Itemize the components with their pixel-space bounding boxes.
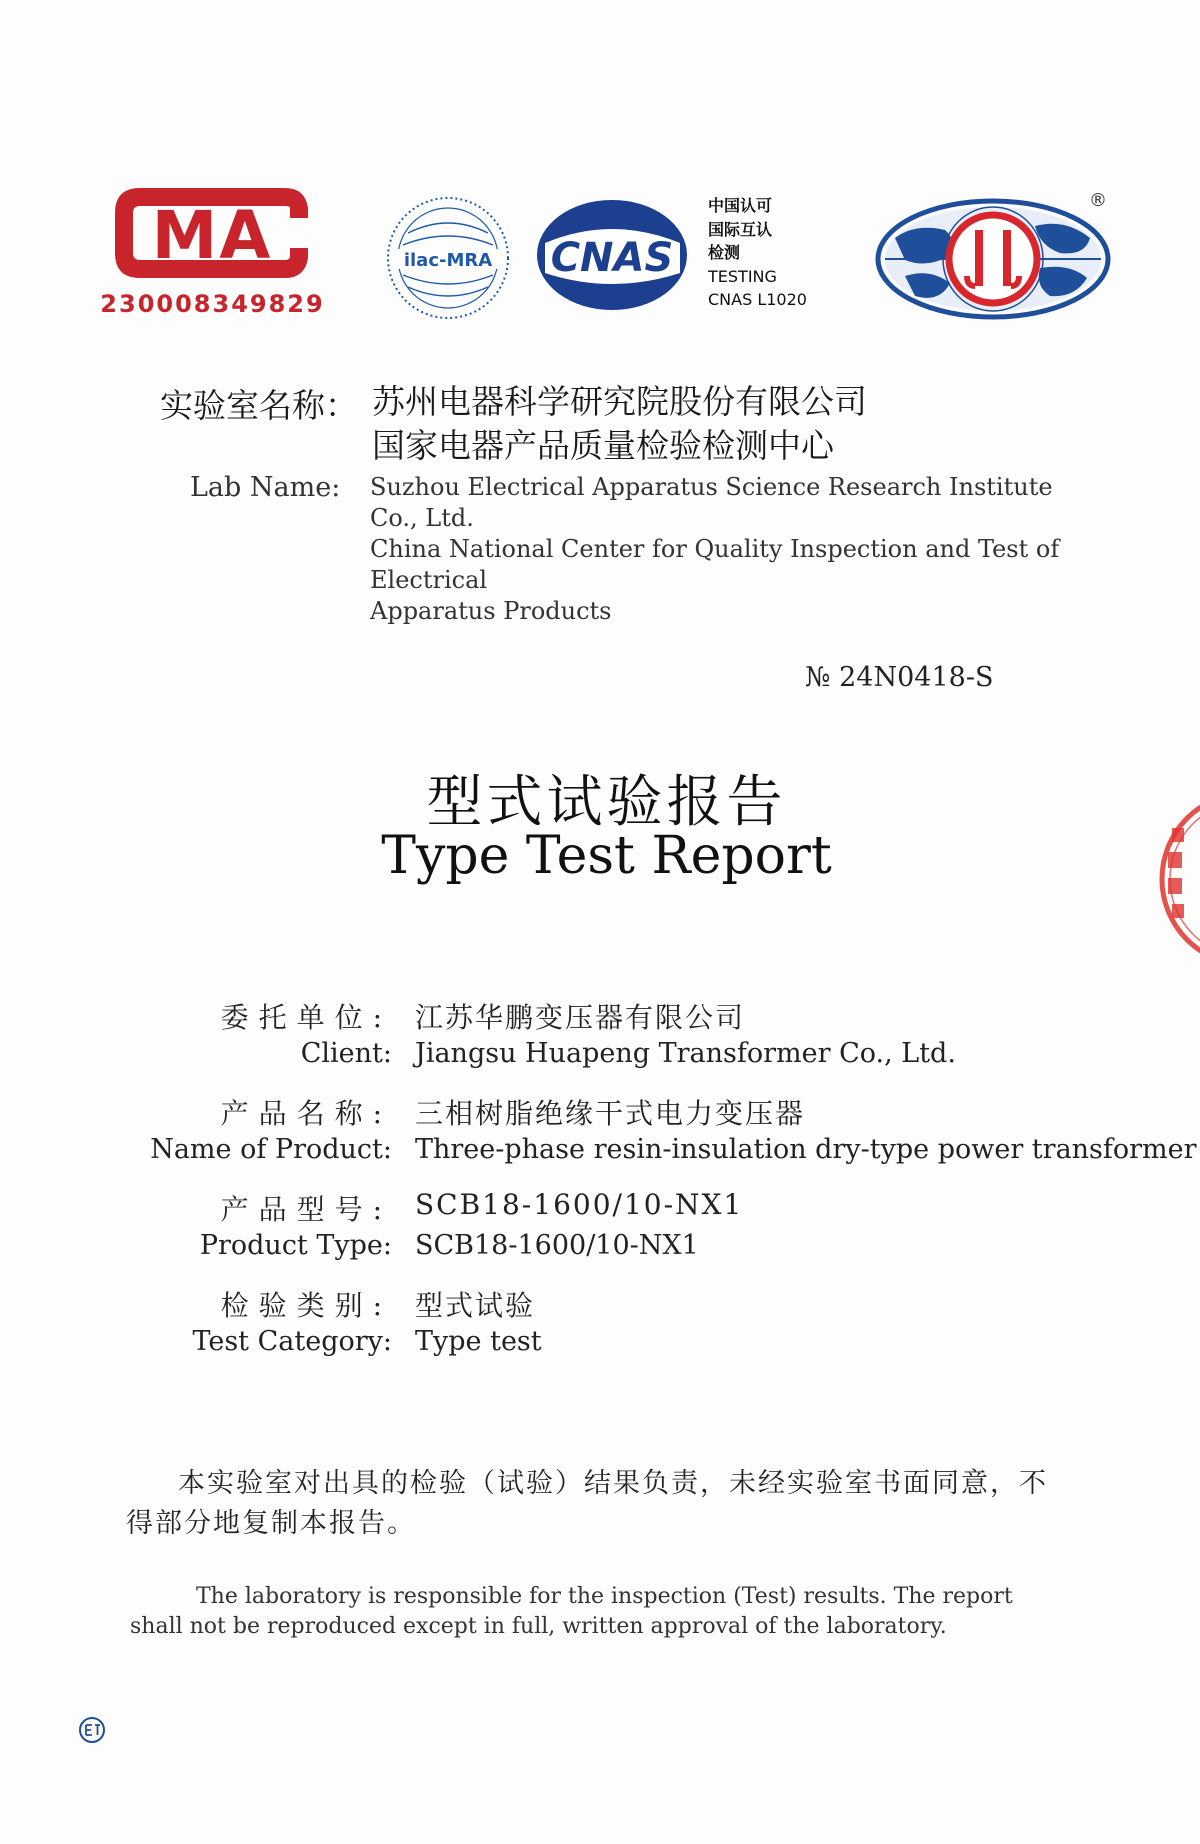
cnas-label: CNAS <box>550 235 674 281</box>
lab-name-en-line-2: China National Center for Quality Inspection and Test of Electrical <box>370 535 1060 594</box>
product-name-value-en: Three-phase resin-insulation dry-type power transformer <box>415 1134 1197 1165</box>
red-stamp-icon <box>1148 788 1200 970</box>
lab-name-en <box>370 472 1090 627</box>
test-category-value-cn: 型式试验 <box>415 1289 536 1322</box>
product-type-value-cn: SCB18-1600/10-NX1 <box>415 1188 744 1221</box>
product-name-value-cn: 三相树脂绝缘干式电力变压器 <box>415 1097 806 1130</box>
globe-logo <box>875 198 1111 320</box>
product-type-label-cn: 产品型号: <box>220 1193 392 1226</box>
registered-mark: ® <box>1089 190 1107 211</box>
product-name-label-cn: 产品名称: <box>220 1097 392 1130</box>
product-type-label-en: Product Type: <box>199 1230 392 1261</box>
cnas-testing: TESTING <box>708 266 777 286</box>
svg-text:MA: MA <box>151 197 273 274</box>
test-category-label-cn: 检验类别: <box>220 1289 392 1322</box>
client-value-cn: 江苏华鹏变压器有限公司 <box>415 1001 746 1034</box>
cnas-logo-graphic <box>535 195 690 315</box>
cma-number: 230008349829 <box>100 290 325 318</box>
report-number: № 24N0418-S <box>805 662 994 693</box>
globe-emblem-icon <box>875 198 1111 320</box>
lab-name-en-line-1: Suzhou Electrical Apparatus Science Research Institute Co., Ltd. <box>370 473 1053 532</box>
client-label-en: Client: <box>300 1038 392 1069</box>
cma-logo-graphic <box>100 178 325 288</box>
client-value-en: Jiangsu Huapeng Transformer Co., Ltd. <box>415 1038 956 1069</box>
lab-name-label-cn: 实验室名称： <box>160 386 358 425</box>
cnas-code: CNAS L1020 <box>708 290 807 309</box>
product-name-label-en: Name of Product: <box>150 1134 392 1165</box>
ilac-mra-logo <box>383 193 513 323</box>
test-category-label-en: Test Category: <box>192 1326 392 1357</box>
lab-name-cn <box>372 380 867 468</box>
report-title-cn: 型式试验报告 <box>426 770 787 835</box>
ilac-mra-label: ilac-MRA <box>403 250 493 271</box>
lab-name-cn-line-2: 国家电器产品质量检验检测中心 <box>372 426 834 465</box>
lab-name-en-line-3: Apparatus Products <box>370 597 612 625</box>
report-title-en: Type Test Report <box>381 826 832 886</box>
cnas-line-1: 中国认可 <box>708 196 773 215</box>
client-label-cn: 委托单位: <box>220 1001 392 1034</box>
cnas-logo <box>535 195 690 315</box>
lab-name-cn-line-1: 苏州电器科学研究院股份有限公司 <box>372 382 867 421</box>
cnas-line-2: 国际互认 <box>708 219 773 239</box>
cnas-accreditation-text <box>708 194 807 312</box>
cma-logo <box>100 178 325 328</box>
product-type-value-en: SCB18-1600/10-NX1 <box>415 1230 699 1261</box>
ilac-mra-globe-icon <box>383 193 513 323</box>
disclaimer-en: The laboratory is responsible for the inspection (Test) results. The report shall not be reproduced except in full, written approval of the laboratory. <box>130 1584 1013 1639</box>
lab-name-label-en: Lab Name: <box>190 472 341 503</box>
footer-logo-icon <box>78 1716 106 1744</box>
test-category-value-en: Type test <box>415 1326 542 1357</box>
cnas-line-3: 检测 <box>708 243 741 262</box>
disclaimer-cn: 本实验室对出具的检验（试验）结果负责，未经实验室书面同意，不得部分地复制本报告。 <box>126 1468 1048 1539</box>
